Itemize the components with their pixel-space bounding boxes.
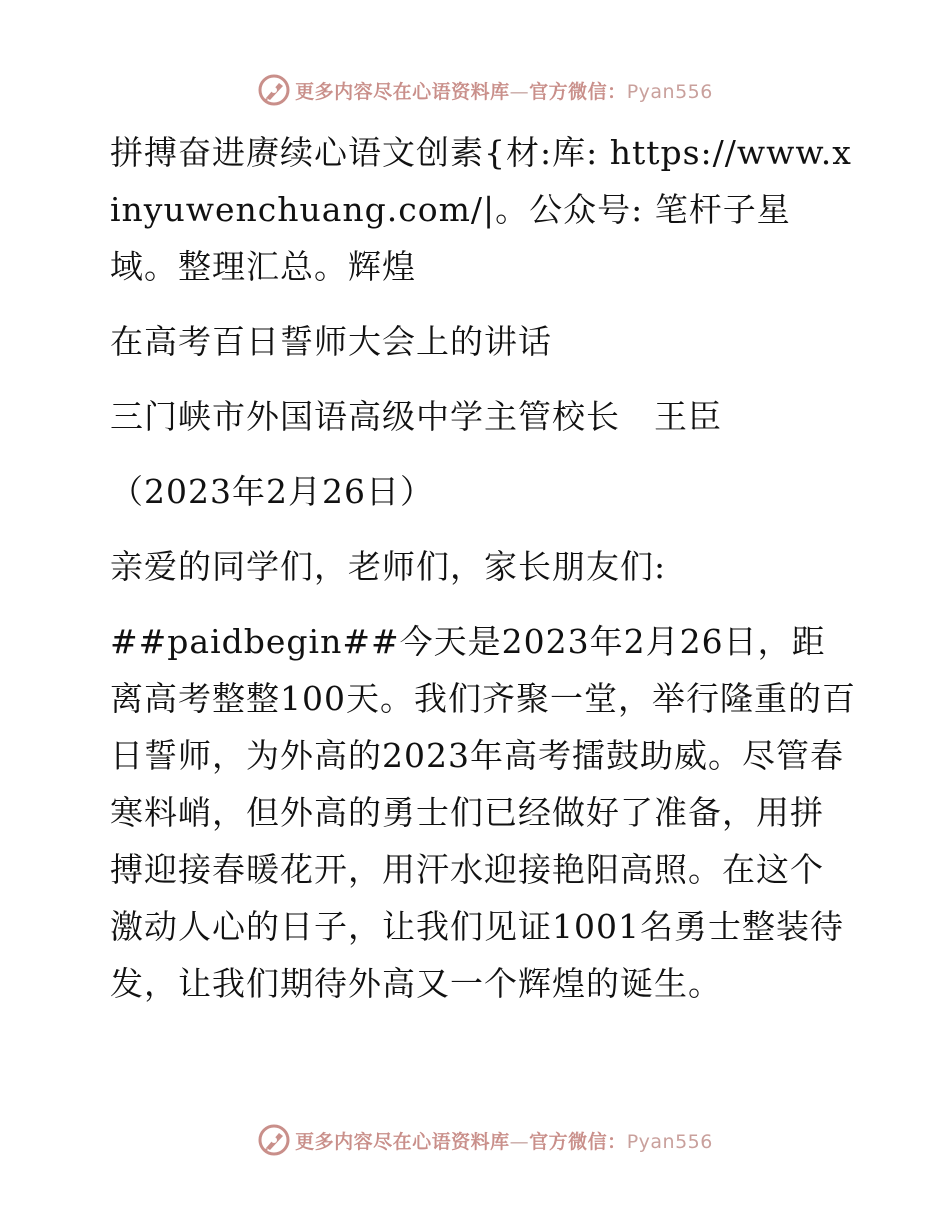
banner-wechat-id: Pyan556 bbox=[626, 80, 713, 103]
banner-text bbox=[295, 1127, 713, 1154]
document-greeting: 亲爱的同学们，老师们，家长朋友们: bbox=[110, 547, 667, 586]
pen-logo-icon bbox=[257, 1123, 291, 1157]
banner-main-text: 更多内容尽在心语资料库 bbox=[295, 1130, 510, 1153]
document-date: （2023年2月26日） bbox=[110, 472, 434, 511]
banner-separator: — bbox=[509, 1130, 530, 1153]
document-paragraph: ##paidbegin##今天是2023年2月26日，距离高考整整100天。我们齐聚一堂，举行隆重的百日誓师，为外高的2023年高考擂鼓助威。尽管春寒料峭，但外高的勇士们已经做好了准备，用拼搏迎接春暖花开，用汗水迎接艳阳高照。在这个激动人心的日子，让我们见证1001名勇士整装待发，让我们期待外高又一个辉煌的诞生。 bbox=[110, 622, 856, 1003]
banner-contact-text: 官方微信： bbox=[529, 80, 627, 103]
banner-main-text: 更多内容尽在心语资料库 bbox=[295, 80, 510, 103]
banner-separator: — bbox=[509, 80, 530, 103]
banner-text bbox=[295, 77, 713, 104]
pen-logo-icon bbox=[257, 73, 291, 107]
banner-contact-text: 官方微信： bbox=[529, 1130, 627, 1153]
document-body bbox=[96, 124, 856, 1030]
document-author: 三门峡市外国语高级中学主管校长 王臣 bbox=[110, 397, 722, 436]
header-line: 拼搏奋进赓续心语文创素{材:库: https://www.xinyuwenchuang.com/|。公众号: 笔杆子星域。整理汇总。辉煌 bbox=[110, 133, 852, 286]
top-banner-content bbox=[257, 73, 713, 107]
bottom-banner bbox=[0, 1120, 950, 1160]
document-title: 在高考百日誓师大会上的讲话 bbox=[110, 322, 552, 361]
top-banner bbox=[0, 70, 950, 110]
banner-wechat-id: Pyan556 bbox=[626, 1130, 713, 1153]
bottom-banner-content bbox=[257, 1123, 713, 1157]
